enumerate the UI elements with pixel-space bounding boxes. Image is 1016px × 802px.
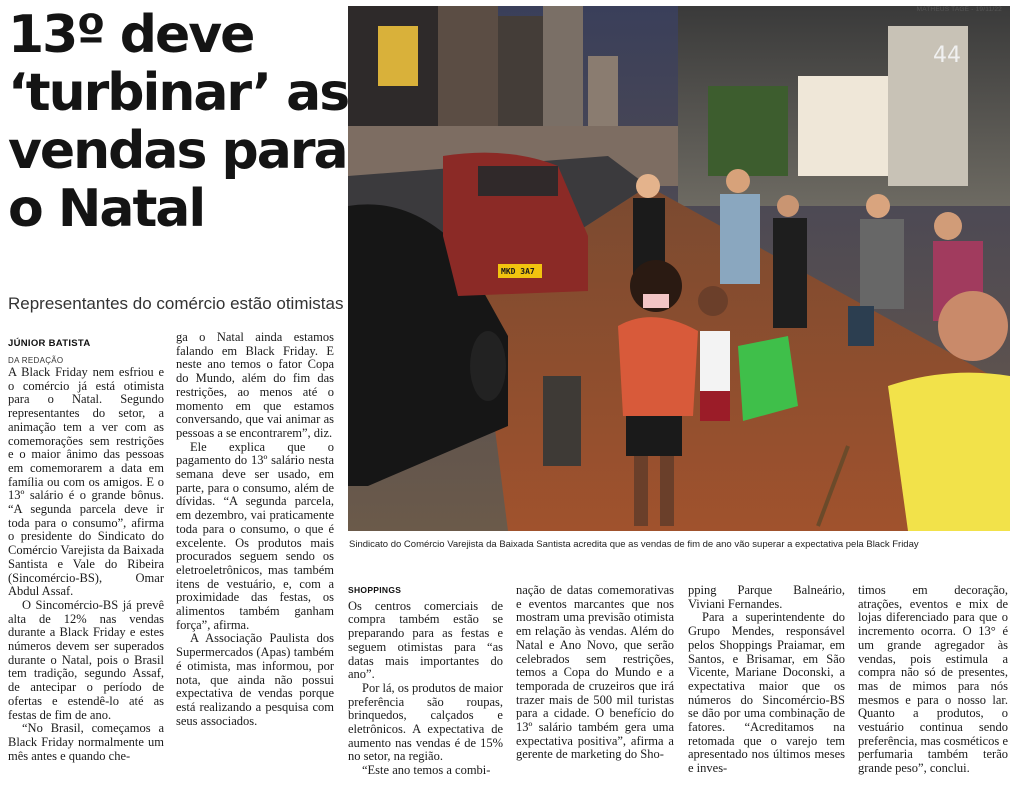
byline-author: JÚNIOR BATISTA [8,338,91,349]
section-kicker: SHOPPINGS [348,585,402,595]
photo-credit: MATHEUS TAGÉ - 19/11/22 [916,6,1002,13]
photo-caption: Sindicato do Comércio Varejista da Baixada Santista acredita que as vendas de fim de ano vão superar a expectativa pela Black Friday [349,539,919,550]
paragraph: Por lá, os produtos de maior preferência são roupas, brinquedos, calçados e eletrônicos. A expectativa de aumento nas vendas é de 15% no setor, na região. [348,680,503,764]
paragraph: Os centros comerciais de compra também estão se preparando para as festas e seguem otimistas para “as datas mais importantes do ano”. [348,598,503,682]
headline [8,5,349,239]
headline-line-1: 13º deve [8,5,254,65]
paragraph: A Associação Paulista dos Supermercados (Apas) também é otimista, mas informou, por nota, que ainda não possui expectativa de vendas porque está realizando a pesquisa com seus associados. [176,631,334,728]
byline-desk: DA REDAÇÃO [8,356,64,365]
paragraph: timos em decoração, atrações, eventos e mix de lojas diferenciado para que o incremento ocorra. O 13° é um grande agregador às vendas, pois estimula a compra não só de presentes, mas de mimos para nós mesmos e para o nosso lar. Quanto a produtos, o vestuário continua sendo preferência, mas cosméticos e perfumaria também terão grande peso”, conclui. [858,584,1008,776]
article-column-5 [688,584,845,800]
license-plate: MKD 3A7 [501,267,535,276]
subheadline: Representantes do comércio estão otimistas [8,294,344,313]
paragraph: nação de datas comemorativas e eventos marcantes que nos mostram uma previsão otimista em relação às vendas. Além do Natal e Ano Novo, que serão celebrados sem restrições, temos a Copa do Mundo e a temporada de cruzeiros que irá trazer mais de 500 mil turistas para a cidade. O benefício do 13º salário também gera uma expectativa positiva”, afirma a gerente de marketing do Sho- [516,584,674,762]
street-scene-image [348,6,1010,531]
paragraph: “Este ano temos a combi- [362,763,491,778]
news-photo [348,6,1010,531]
paragraph: “No Brasil, começamos a Black Friday normalmente um mês antes e quando che- [8,721,164,763]
paragraph: ga o Natal ainda estamos falando em Black Friday. E neste ano temos o fator Copa do Mundo, além do fim das restrições, ao menos até o momento em que estamos conversando, que vai animar as pessoas a se encontrarem”, diz. [176,331,334,440]
article-column-4 [516,584,674,800]
headline-line-2: ‘turbinar’ as [8,63,349,123]
paragraph: A Black Friday nem esfriou e o comércio já está otimista para o Natal. Segundo representantes do setor, a animação tem a ver com as comemorações sem restrições e o maior ânimo das pessoas em comemorarem a data em família ou com os amigos. E o 13º salário é o grande bônus. “A segunda parcela deve ir toda para o consumo”, afirma o presidente do Sindicato do Comércio Varejista da Baixada Santista e Vale do Ribeira (Sincomércio-BS), Omar Abdul Assaf. [8,366,164,599]
article-column-2 [176,331,334,800]
article-column-3 [348,584,503,800]
headline-line-3: vendas para [8,121,347,181]
paragraph: Para a superintendente do Grupo Mendes, responsável pelos Shoppings Praiamar, em Santos, e Brisamar, em São Vicente, Mariane Doconski, a expectativa maior que os números do Sincomércio-BS se dão por uma combinação de fatores. “Acreditamos na retomada que o varejo tem apresentado nos últimos meses e inves- [688,610,845,776]
article-column-1 [8,366,164,800]
paragraph: Ele explica que o pagamento do 13º salário nesta semana deve ser usado, em parte, para o consumo, além de dívidas. “A segunda parcela, em dezembro, vai praticamente toda para o consumo, o que é excelente. Os produtos mais procurados seguem sendo os eletroeletrônicos, mas também itens de vestuário, e, com a proximidade das festas, os alimentos também ganham força”, afirma. [176,439,334,632]
paragraph: pping Parque Balneário, Viviani Fernandes. [688,584,845,611]
article-column-6 [858,584,1008,800]
headline-line-4: o Natal [8,179,205,239]
paragraph: O Sincomércio-BS já prevê alta de 12% nas vendas durante a Black Friday e estes números devem ser superados durante o Natal, pois o Brasil tem tradição, segundo Assaf, de antecipar o período de ofertas e estendê-lo até as festas de fim de ano. [8,597,164,722]
store-sign-number: 44 [933,43,961,68]
